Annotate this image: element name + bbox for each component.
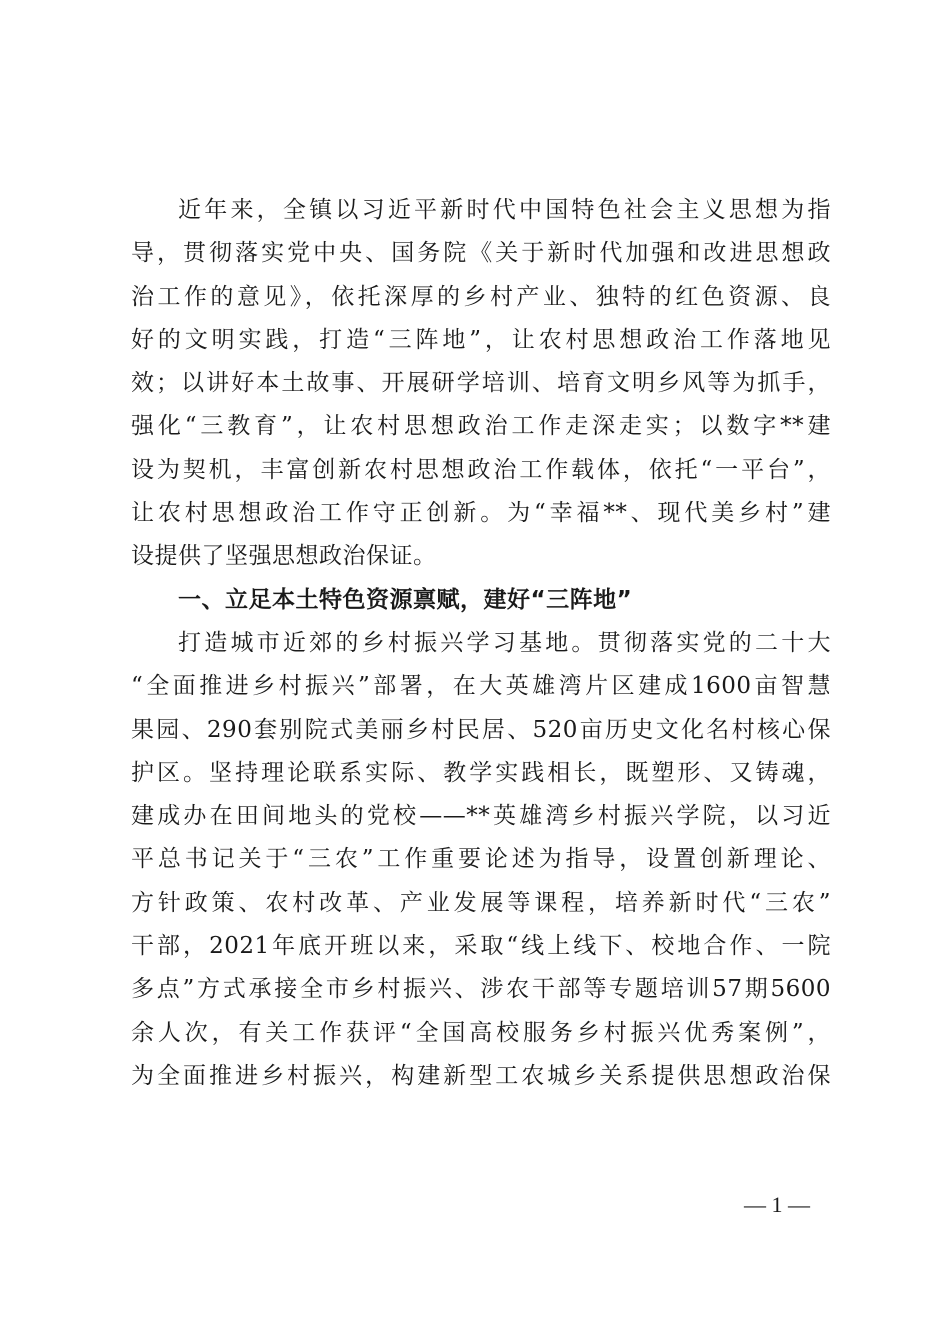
document-body — [131, 189, 831, 1098]
text-line: 效；以讲好本土故事、开展研学培训、培育文明乡风等为抓手， — [131, 370, 831, 397]
paragraph-intro — [131, 189, 831, 579]
text-line: 强化“三教育”，让农村思想政治工作走深走实；以数字**建 — [131, 413, 831, 440]
paragraph-section-1 — [131, 622, 831, 1098]
page-number: — 1 — — [744, 1192, 810, 1217]
text-line: 设为契机，丰富创新农村思想政治工作载体，依托“一平台”， — [131, 456, 831, 483]
text-line: 建成办在田间地头的党校——**英雄湾乡村振兴学院，以习近 — [131, 803, 831, 830]
text-line: 余人次，有关工作获评“全国高校服务乡村振兴优秀案例”， — [131, 1019, 831, 1046]
text-line: “全面推进乡村振兴”部署，在大英雄湾片区建成1600亩智慧 — [131, 673, 831, 700]
text-line: 为全面推进乡村振兴，构建新型工农城乡关系提供思想政治保 — [131, 1062, 831, 1089]
text-line: 设提供了坚强思想政治保证。 — [131, 543, 437, 570]
text-line: 多点”方式承接全市乡村振兴、涉农干部等专题培训57期5600 — [131, 976, 831, 1003]
text-line: 果园、290套别院式美丽乡村民居、520亩历史文化名村核心保 — [131, 716, 831, 743]
text-line: 让农村思想政治工作守正创新。为“幸福**、现代美乡村”建 — [131, 500, 831, 527]
text-line: 近年来，全镇以习近平新时代中国特色社会主义思想为指 — [178, 197, 831, 223]
text-line: 打造城市近郊的乡村振兴学习基地。贯彻落实党的二十大 — [178, 629, 831, 656]
text-line: 治工作的意见》，依托深厚的乡村产业、独特的红色资源、良 — [131, 283, 831, 310]
text-line: 干部，2021年底开班以来，采取“线上线下、校地合作、一院 — [131, 933, 831, 960]
text-line: 好的文明实践，打造“三阵地”，让农村思想政治工作落地见 — [131, 326, 831, 353]
text-line: 方针政策、农村改革、产业发展等课程，培养新时代“三农” — [131, 889, 831, 916]
text-line: 护区。坚持理论联系实际、教学实践相长，既塑形、又铸魂， — [131, 759, 831, 786]
text-line: 导，贯彻落实党中央、国务院《关于新时代加强和改进思想政 — [131, 240, 831, 267]
section-heading: 一、立足本土特色资源禀赋，建好“三阵地” — [178, 586, 633, 613]
text-line: 平总书记关于“三农”工作重要论述为指导，设置创新理论、 — [131, 846, 831, 873]
